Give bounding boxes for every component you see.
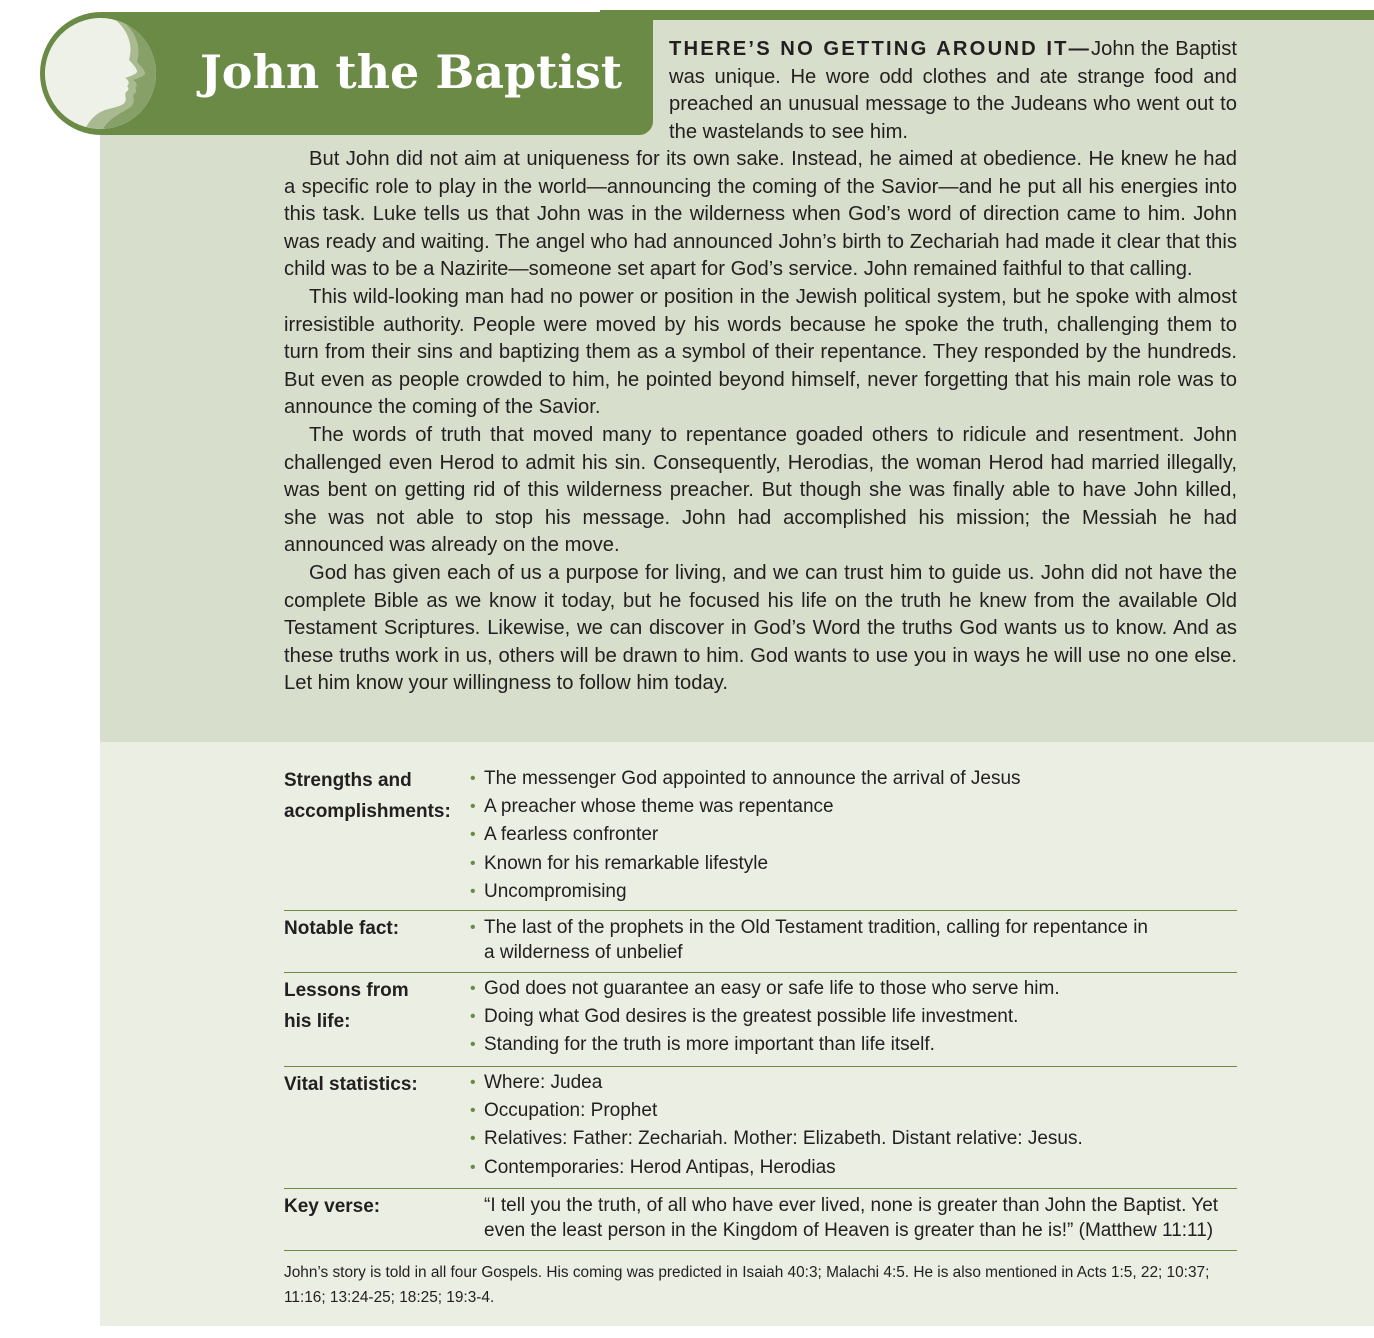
facts-row-strengths	[284, 763, 1237, 911]
bullet-icon: •	[470, 1102, 476, 1120]
facts-row-lessons	[284, 973, 1237, 1067]
bullet-icon: •	[470, 826, 476, 844]
bullet-icon: •	[470, 1008, 476, 1026]
bullet-list	[454, 763, 1237, 910]
page-title: John the Baptist	[200, 45, 623, 99]
row-label: Key verse:	[284, 1196, 381, 1217]
list-item: • Known for his remarkable lifestyle	[470, 850, 1237, 878]
list-item: • The messenger God appointed to announce the arrival of Jesus	[470, 765, 1237, 793]
bullet-list	[454, 1067, 1237, 1188]
row-label: Lessons from his life:	[284, 980, 409, 1032]
body-paragraph: But John did not aim at uniqueness for its own sake. Instead, he aimed at obedience. He knew he had a specific role to play in the world—announcing the coming of the Savior—and he put all his energies into this task. Luke tells us that John was in the wilderness when God’s word of direction came to him. John was ready and waiting. The angel who had announced John’s birth to Zechariah had made it clear that this child was to be a Nazirite—someone set apart for God’s service. John remained faithful to that calling.	[284, 148, 1237, 281]
bullet-icon: •	[470, 980, 476, 997]
profile-silhouette-icon	[45, 18, 156, 129]
list-item: • The last of the prophets in the Old Testament tradition, calling for repentance in a wilderness of unbelief	[470, 917, 1148, 963]
list-item: • Relatives: Father: Zechariah. Mother: Elizabeth. Distant relative: Jesus.	[470, 1125, 1237, 1153]
row-label: Notable fact:	[284, 918, 400, 939]
bullet-icon: •	[470, 1036, 476, 1054]
footnote: John’s story is told in all four Gospels. His coming was predicted in Isaiah 40:3; Malachi 4:5. He is also mentioned in Acts 1:5, 22; 10:37; 11:16; 13:24-25; 18:25; 19:3-4.	[284, 1264, 1210, 1306]
bullet-icon: •	[470, 770, 476, 787]
key-verse-text: “I tell you the truth, of all who have ever lived, none is greater than John the Baptist. Yet even the least person in the Kingdom of Heaven is greater than he is!” (Matthew 11:11)	[484, 1195, 1219, 1241]
bullet-list	[454, 911, 1237, 972]
list-item: • Occupation: Prophet	[470, 1097, 1237, 1125]
facts-row-vital	[284, 1067, 1237, 1189]
list-item: • A preacher whose theme was repentance	[470, 793, 1237, 821]
bullet-icon: •	[470, 882, 476, 900]
list-item: • Doing what God desires is the greatest possible life investment.	[470, 1003, 1237, 1031]
list-item: • Uncompromising	[470, 878, 1237, 906]
bullet-icon: •	[470, 1158, 476, 1176]
bullet-icon: •	[470, 854, 476, 872]
article-body	[284, 146, 1237, 698]
body-paragraph: God has given each of us a purpose for living, and we can trust him to guide us. John did not have the complete Bible as we know it today, but he focused his life on the truth he knew from the available Old Testament Scriptures. Likewise, we can discover in God’s Word the truths God wants us to know. And as these truths work in us, others will be drawn to him. God wants to use you in ways he will use no one else. Let him know your willingness to follow him today.	[284, 561, 1237, 695]
row-label: Strengths and accomplishments:	[284, 770, 451, 822]
facts-table	[284, 763, 1237, 1251]
list-item: • Standing for the truth is more important than life itself.	[470, 1031, 1237, 1059]
list-item: • Contemporaries: Herod Antipas, Herodias	[470, 1154, 1237, 1182]
facts-row-key-verse	[284, 1189, 1237, 1251]
intro-lead: THERE’S NO GETTING AROUND IT—	[669, 38, 1092, 60]
facts-row-notable	[284, 911, 1237, 973]
intro-paragraph	[669, 36, 1237, 146]
body-paragraph: This wild-looking man had no power or position in the Jewish political system, but he spoke with almost irresistible authority. People were moved by his words because he spoke the truth, challenging them to turn from their sins and baptizing them as a symbol of their repentance. They responded by the hundreds. But even as people crowded to him, he pointed beyond himself, never forgetting that his main role was to announce the coming of the Savior.	[284, 285, 1237, 419]
intro-text: John the Baptist was unique. He wore odd clothes and ate strange food and preached an unusual message to the Judeans who went out to the wastelands to see him.	[669, 38, 1237, 143]
bullet-icon: •	[470, 919, 476, 936]
body-paragraph: The words of truth that moved many to repentance goaded others to ridicule and resentment. John challenged even Herod to admit his sin. Consequently, Herodias, the woman Herod had married illegally, was bent on getting rid of this wilderness preacher. But though she was finally able to have John killed, she was not able to stop his message. John had accomplished his mission; the Messiah he had announced was already on the move.	[284, 423, 1237, 557]
list-item: • God does not guarantee an easy or safe life to those who serve him.	[470, 975, 1237, 1003]
list-item: • Where: Judea	[470, 1069, 1237, 1097]
bullet-icon: •	[470, 1074, 476, 1091]
bullet-icon: •	[470, 798, 476, 816]
bullet-list	[454, 973, 1237, 1066]
bullet-icon: •	[470, 1130, 476, 1148]
row-label: Vital statistics:	[284, 1074, 418, 1095]
top-rule	[600, 10, 1374, 20]
list-item: • A fearless confronter	[470, 821, 1237, 849]
